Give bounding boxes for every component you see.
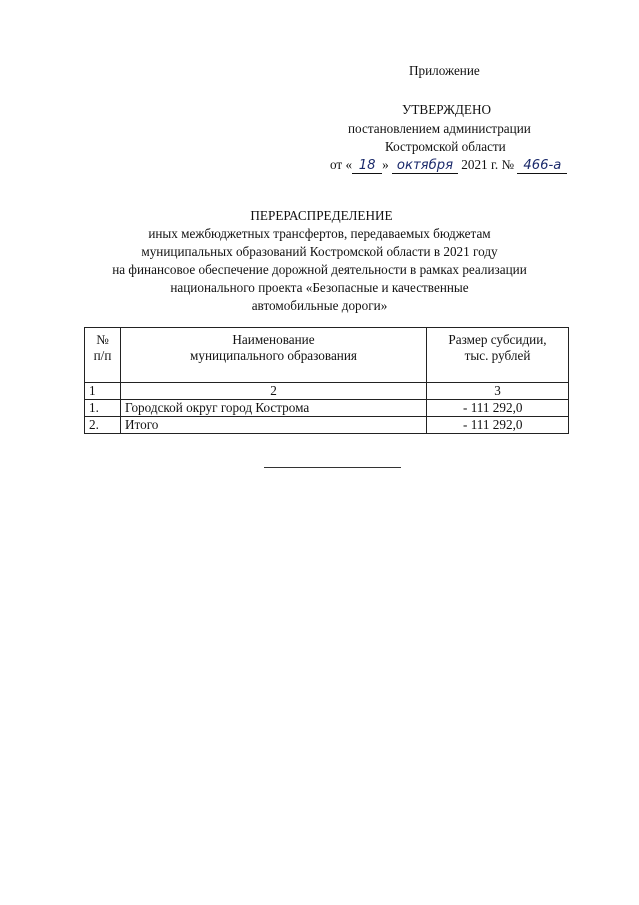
date-quote: »: [382, 157, 389, 172]
table-row-total: [85, 417, 569, 434]
title-line: автомобильные дороги»: [251, 298, 388, 313]
table-row: [85, 400, 569, 417]
handwritten-month: октября: [392, 158, 458, 174]
handwritten-doc-number: 466-а: [517, 158, 567, 174]
title-heading: ПЕРЕРАСПРЕДЕЛЕНИЕ: [250, 208, 393, 223]
col-number: 3: [427, 383, 569, 400]
col-number: 2: [121, 383, 427, 400]
date-line: [330, 157, 567, 174]
title-line: на финансовое обеспечение дорожной деятельности в рамках реализации: [112, 262, 527, 277]
col-number: 1: [85, 383, 121, 400]
row-name: Итого: [121, 417, 427, 434]
header-name: Наименование муниципального образования: [121, 328, 427, 383]
approved-heading: УТВЕРЖДЕНО: [402, 102, 492, 117]
region-line: Костромской области: [385, 139, 506, 154]
closing-divider: [264, 467, 401, 468]
title-line: иных межбюджетных трансфертов, передаваемых бюджетам: [148, 226, 491, 241]
approved-by-line: постановлением администрации: [348, 121, 531, 136]
column-number-row: [85, 383, 569, 400]
handwritten-day: 18: [352, 158, 382, 174]
row-num: 1.: [85, 400, 121, 417]
year-number-label: 2021 г. №: [461, 157, 515, 172]
title-line: национального проекта «Безопасные и качественные: [170, 280, 469, 295]
row-num: 2.: [85, 417, 121, 434]
date-prefix: от «: [330, 157, 353, 172]
header-amount: Размер субсидии, тыс. рублей: [427, 328, 569, 383]
title-line: муниципальных образований Костромской области в 2021 году: [141, 244, 498, 259]
row-amount: - 111 292,0: [427, 417, 569, 434]
appendix-label: Приложение: [409, 63, 480, 78]
table-header-row: [85, 328, 569, 383]
row-name: Городской округ город Кострома: [121, 400, 427, 417]
header-num: № п/п: [85, 328, 121, 383]
row-amount: - 111 292,0: [427, 400, 569, 417]
subsidy-table: [84, 327, 569, 434]
